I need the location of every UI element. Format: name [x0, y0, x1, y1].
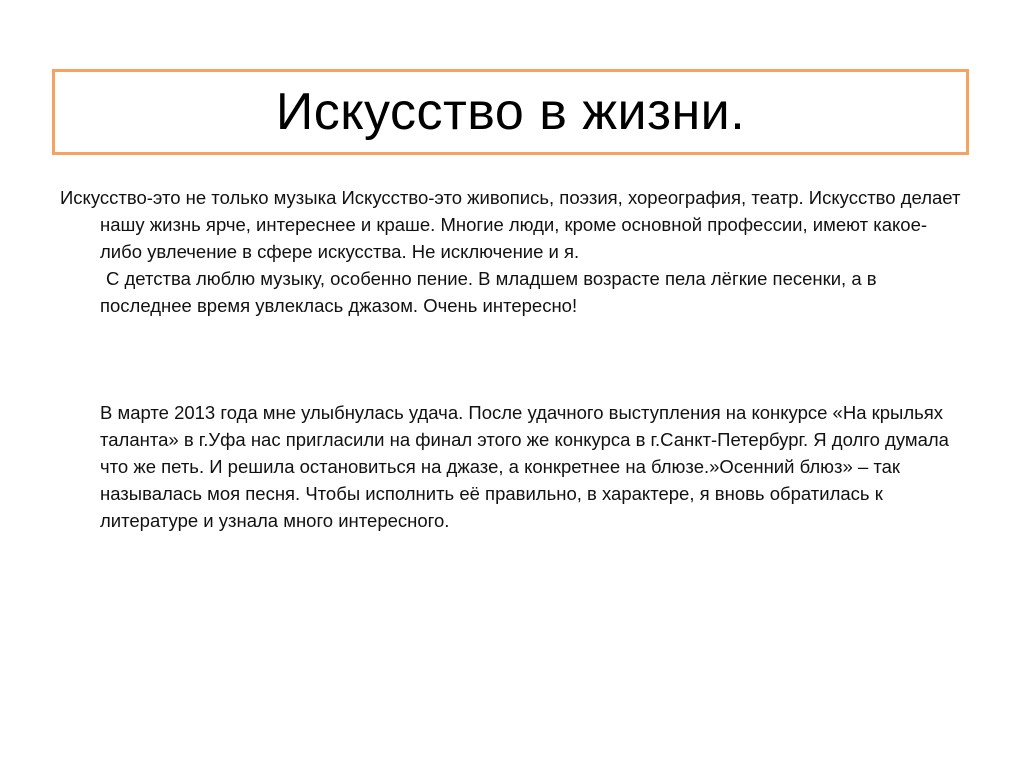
paragraph-spacer	[60, 319, 965, 399]
slide-body	[60, 184, 965, 534]
paragraph-music-childhood: С детства люблю музыку, особенно пение. В младшем возрасте пела лёгкие песенки, а в последнее время увлеклась джазом. Очень интересно!	[100, 268, 877, 316]
title-frame	[52, 69, 969, 155]
slide-title: Искусство в жизни.	[275, 83, 746, 141]
paragraph-art-intro: Искусство-это не только музыка Искусство-это живопись, поэзия, хореография, театр. Искусство делает нашу жизнь ярче, интереснее и краше. Многие люди, кроме основной профессии, имеют какое-либо увлечение в сфере искусства. Не исключение и я.	[60, 187, 961, 262]
paragraph-contest-story: В марте 2013 года мне улыбнулась удача. После удачного выступления на конкурсе «На крыльях таланта» в г.Уфа нас пригласили на финал этого же конкурса в г.Санкт-Петербург. Я долго думала что же петь. И решила остановиться на джазе, а конкретнее на блюзе.»Осенний блюз» – так называлась моя песня. Чтобы исполнить её правильно, в характере, я вновь обратилась к литературе и узнала много интересного.	[100, 402, 949, 531]
